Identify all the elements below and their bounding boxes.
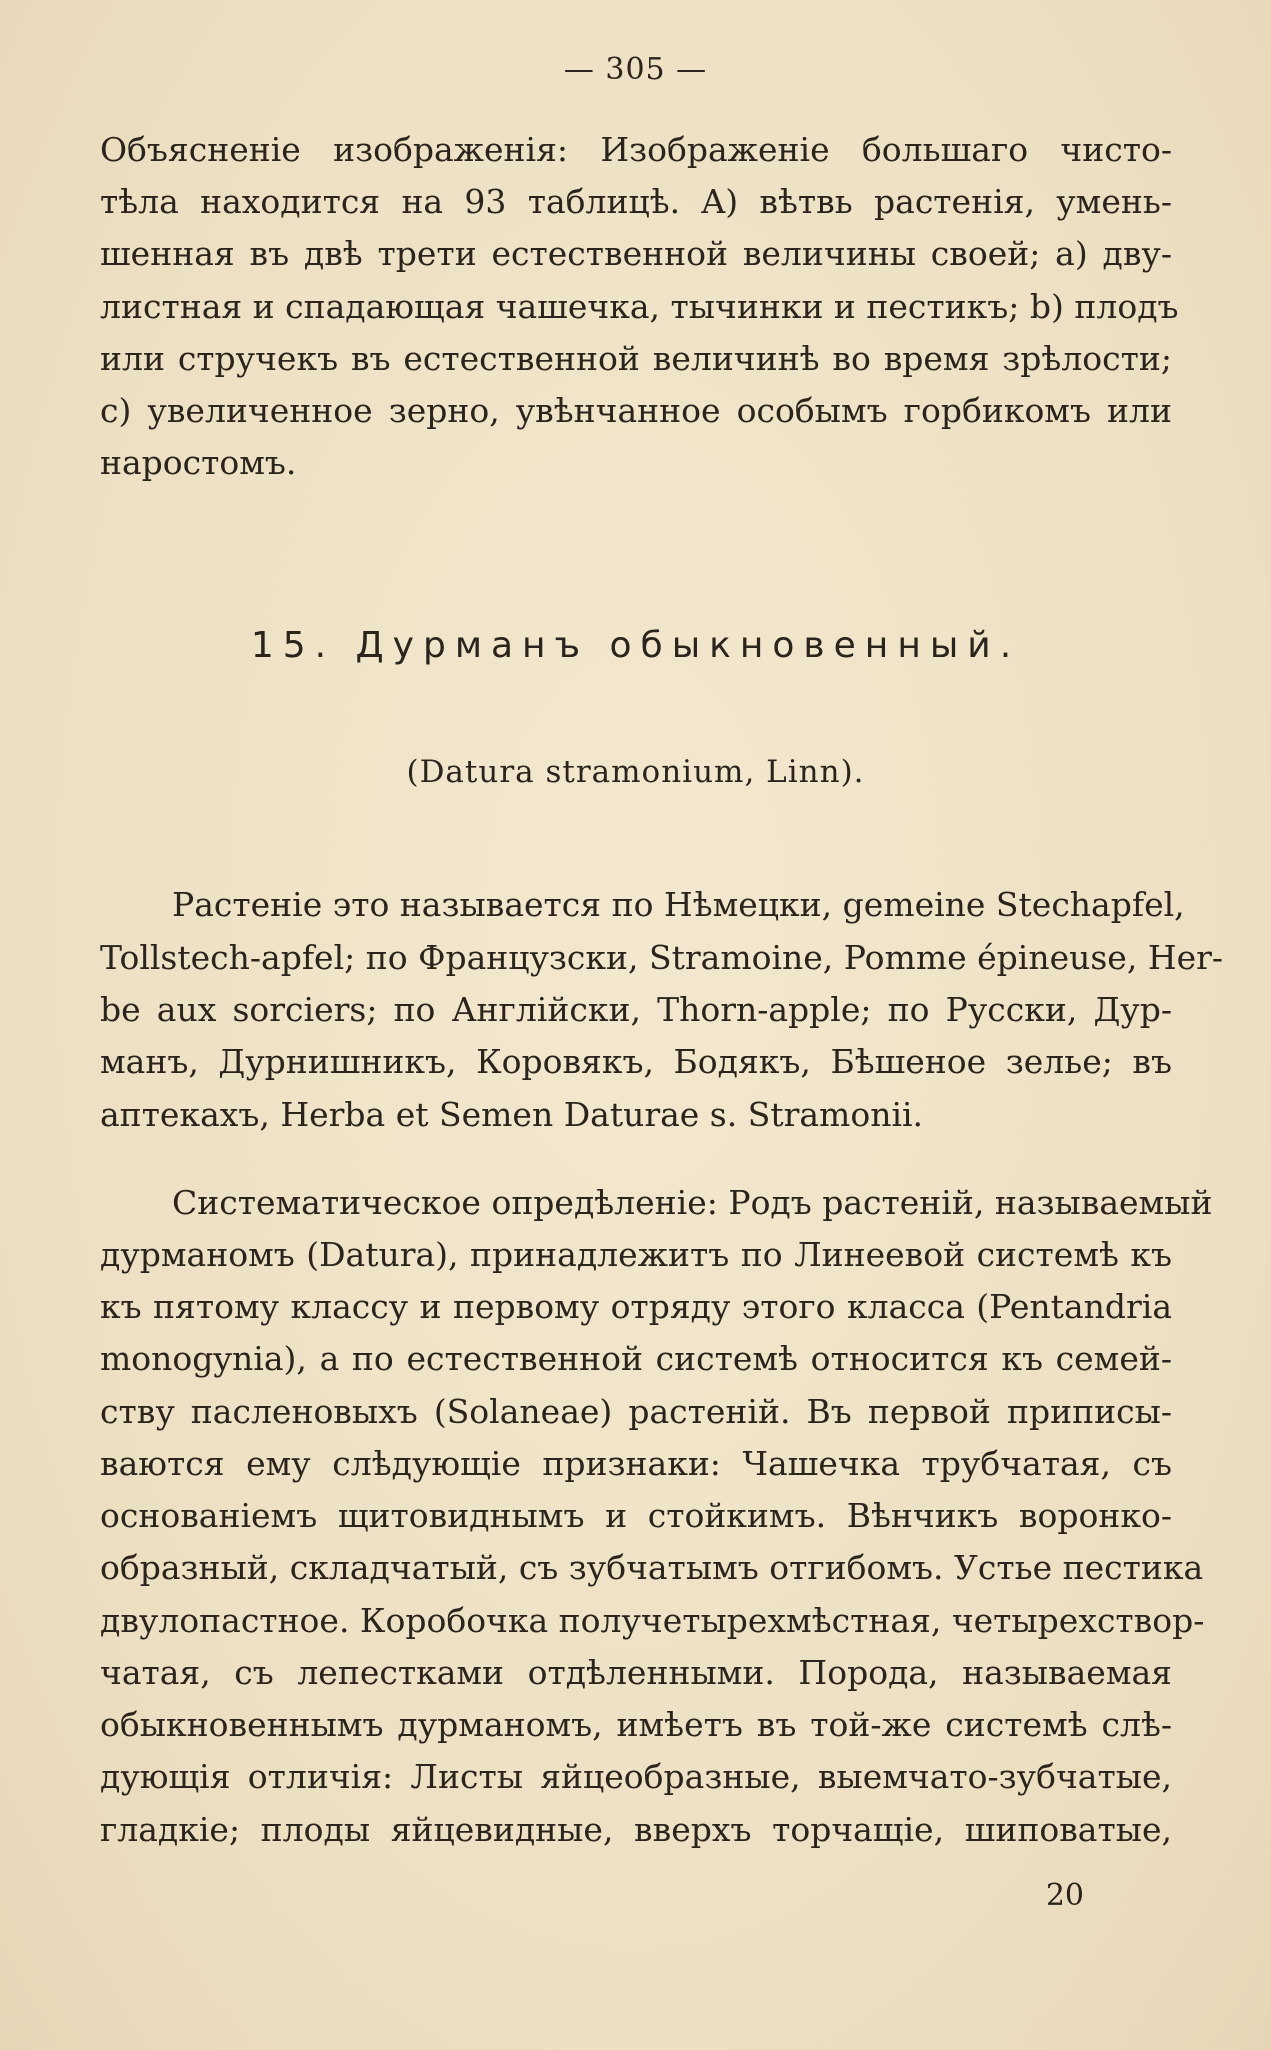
- paragraph-3-line: дующія отличія: Листы яйцеобразные, выемчато-зубчатые,: [100, 1757, 1172, 1796]
- paragraph-3-line: чатая, съ лепестками отдѣленными. Порода, называемая: [100, 1653, 1172, 1692]
- paragraph-3-line: двулопастное. Коробочка получетырехмѣстная, четырехствор-: [100, 1601, 1205, 1640]
- paragraph-1-line: c) увеличенное зерно, увѣнчанное особымъ горбикомъ или: [100, 391, 1172, 430]
- paragraph-2-line: аптекахъ, Herba et Semen Daturae s. Stramonii.: [100, 1095, 924, 1134]
- section-heading: 15. Дурманъ обыкновенный.: [250, 625, 1021, 666]
- paragraph-1-line: наростомъ.: [100, 443, 297, 482]
- paragraph-1-line: Объясненіе изображенія: Изображеніе большаго чисто-: [100, 130, 1172, 169]
- paragraph-3-line: Систематическое опредѣленіе: Родъ растеній, называемый: [172, 1183, 1213, 1222]
- paragraph-3-line: ваются ему слѣдующіе признаки: Чашечка трубчатая, съ: [100, 1444, 1172, 1483]
- paragraph-2-line: манъ, Дурнишникъ, Коровякъ, Бодякъ, Бѣшеное зелье; въ: [100, 1042, 1172, 1081]
- paragraph-2-line: Tollstech-apfel; по Французски, Stramoine, Pomme épineuse, Her-: [100, 938, 1224, 977]
- paragraph-2-line: be aux sorciers; по Англійски, Thorn-apple; по Русски, Дур-: [100, 990, 1172, 1029]
- paragraph-3-line: ству пасленовыхъ (Solaneae) растеній. Въ первой приписы-: [100, 1392, 1172, 1431]
- paragraph-3-line: обыкновеннымъ дурманомъ, имѣетъ въ той-же системѣ слѣ-: [100, 1705, 1172, 1744]
- paragraph-3-line: monogynia), а по естественной системѣ относится къ семей-: [100, 1339, 1172, 1378]
- page-number: — 305 —: [563, 52, 708, 87]
- paragraph-3-line: къ пятому классу и первому отряду этого класса (Pentandria: [100, 1287, 1172, 1326]
- paragraph-1-line: шенная въ двѣ трети естественной величины своей; a) дву-: [100, 234, 1172, 273]
- paragraph-2-line: Растеніе это называется по Нѣмецки, gemeine Stechapfel,: [172, 885, 1185, 924]
- signature-mark: 20: [1045, 1878, 1084, 1913]
- paragraph-3-line: дурманомъ (Datura), принадлежитъ по Линеевой системѣ къ: [100, 1235, 1172, 1274]
- paragraph-1-line: листная и спадающая чашечка, тычинки и пестикъ; b) плодъ: [100, 287, 1179, 326]
- paragraph-3-line: гладкіе; плоды яйцевидные, вверхъ торчащіе, шиповатые,: [100, 1810, 1172, 1849]
- paragraph-3-line: основаніемъ щитовиднымъ и стойкимъ. Вѣнчикъ воронко-: [100, 1496, 1172, 1535]
- paragraph-3-line: образный, складчатый, съ зубчатымъ отгибомъ. Устье пестика: [100, 1548, 1204, 1587]
- paragraph-1-line: тѣла находится на 93 таблицѣ. A) вѣтвь растенія, умень-: [100, 182, 1172, 221]
- paragraph-1-line: или стручекъ въ естественной величинѣ во время зрѣлости;: [100, 339, 1172, 378]
- section-subheading: (Datura stramonium, Linn).: [406, 754, 865, 790]
